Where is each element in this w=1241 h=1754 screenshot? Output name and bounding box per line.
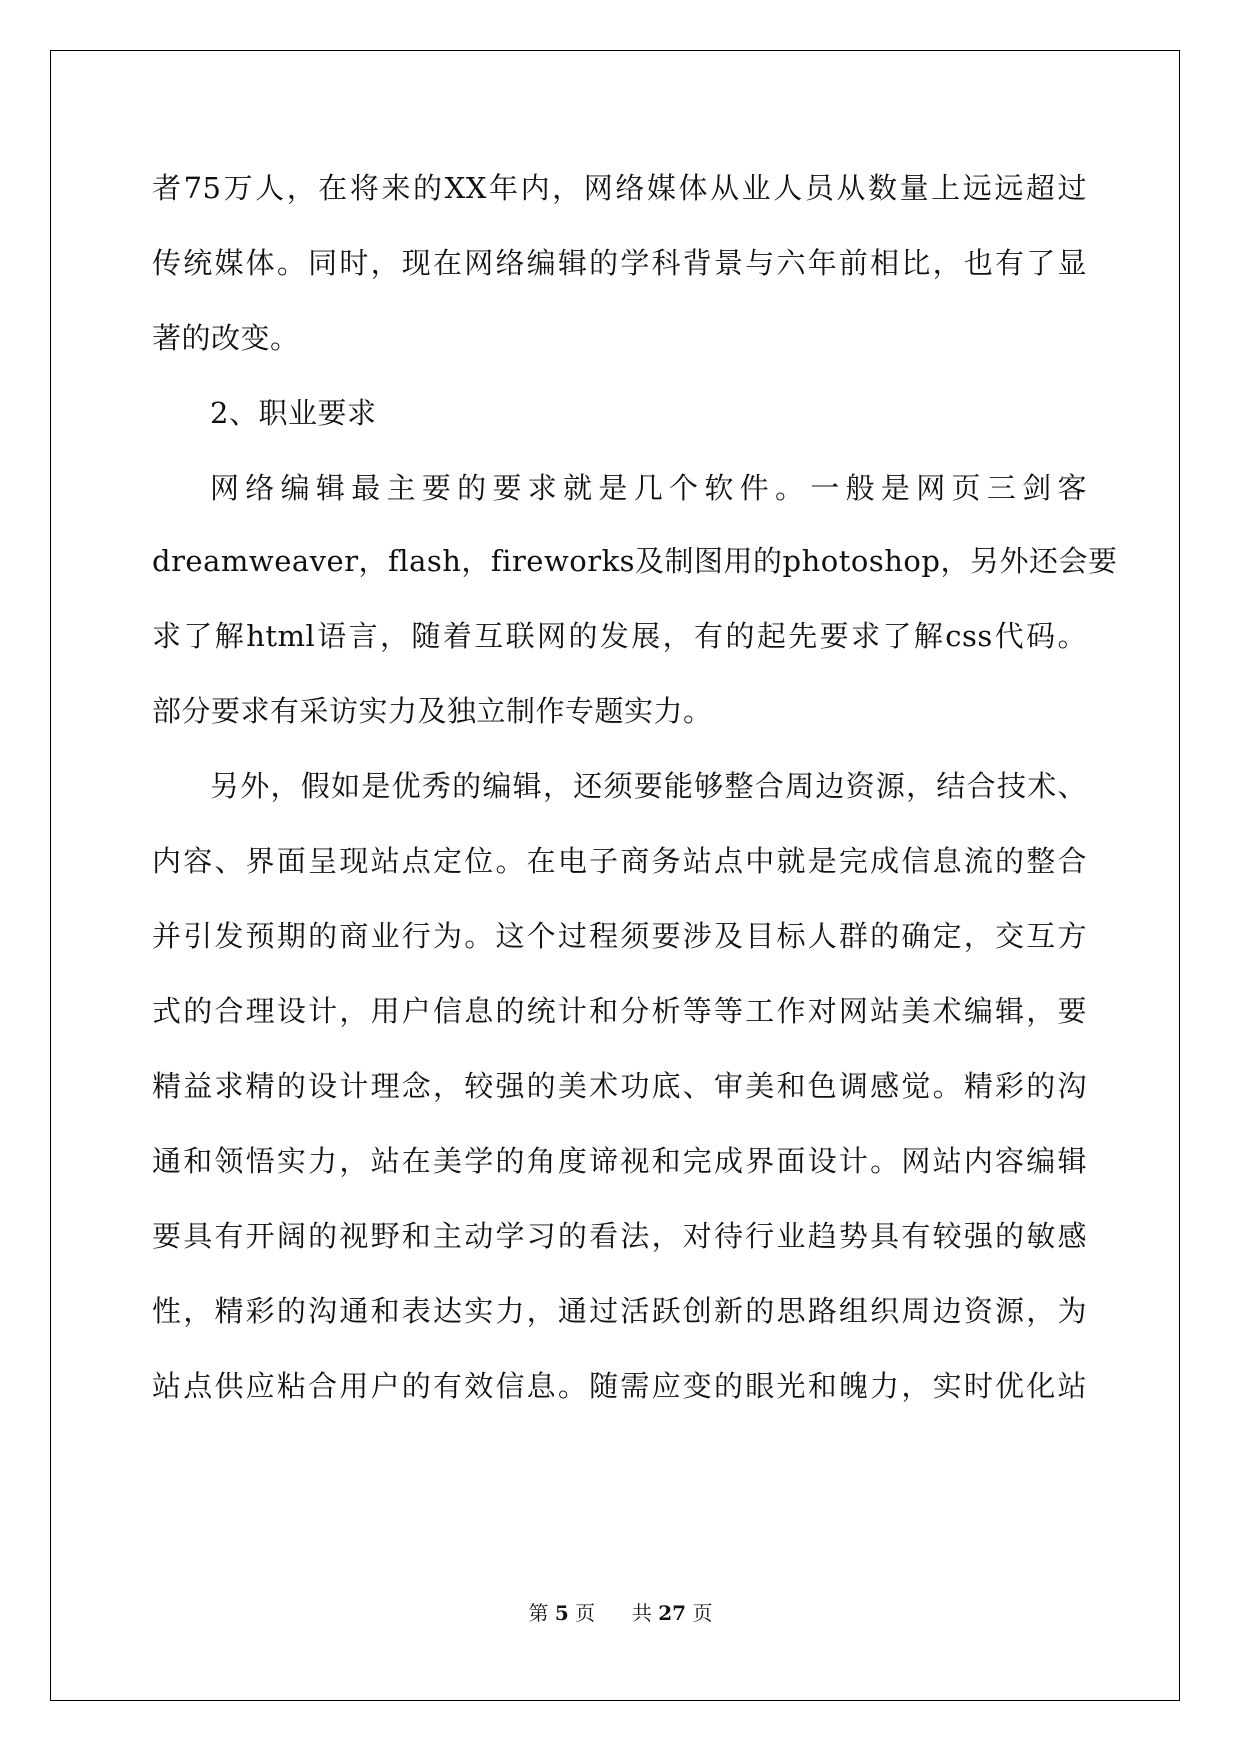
body-line-14: 通和领悟实力，站在美学的角度谛视和完成界面设计。网站内容编辑 <box>152 1144 1087 1178</box>
footer-current-page: 5 <box>554 1601 569 1625</box>
section-heading: 2、职业要求 <box>210 396 377 430</box>
body-line-9: 另外，假如是优秀的编辑，还须要能够整合周边资源，结合技术、 <box>210 769 1087 803</box>
body-line-1: 者75万人，在将来的XX年内，网络媒体从业人员从数量上远远超过 <box>152 171 1087 205</box>
footer-page-word: 页 <box>575 1601 596 1625</box>
body-line-8: 部分要求有采访实力及独立制作专题实力。 <box>152 694 713 728</box>
footer-prefix: 第 <box>528 1601 549 1625</box>
footer-total-suffix: 页 <box>692 1601 713 1625</box>
body-line-12: 式的合理设计，用户信息的统计和分析等等工作对网站美术编辑，要 <box>152 994 1087 1028</box>
body-line-11: 并引发预期的商业行为。这个过程须要涉及目标人群的确定，交互方 <box>152 919 1087 953</box>
body-line-15: 要具有开阔的视野和主动学习的看法，对待行业趋势具有较强的敏感 <box>152 1219 1087 1253</box>
body-line-6: dreamweaver，flash，fireworks及制图用的photoshop，另外还会要 <box>152 544 1118 578</box>
body-line-2: 传统媒体。同时，现在网络编辑的学科背景与六年前相比，也有了显 <box>152 246 1087 280</box>
body-line-16: 性，精彩的沟通和表达实力，通过活跃创新的思路组织周边资源，为 <box>152 1294 1087 1328</box>
body-line-7: 求了解html语言，随着互联网的发展，有的起先要求了解css代码。 <box>152 619 1087 653</box>
footer-total-prefix: 共 <box>631 1601 652 1625</box>
body-line-5: 网络编辑最主要的要求就是几个软件。一般是网页三剑客 <box>210 471 1087 505</box>
body-line-13: 精益求精的设计理念，较强的美术功底、审美和色调感觉。精彩的沟 <box>152 1069 1087 1103</box>
footer-total-pages: 27 <box>658 1601 687 1625</box>
body-line-3: 著的改变。 <box>152 321 300 355</box>
body-line-10: 内容、界面呈现站点定位。在电子商务站点中就是完成信息流的整合 <box>152 844 1087 878</box>
page-footer <box>0 1597 1241 1626</box>
body-line-17: 站点供应粘合用户的有效信息。随需应变的眼光和魄力，实时优化站 <box>152 1369 1087 1403</box>
